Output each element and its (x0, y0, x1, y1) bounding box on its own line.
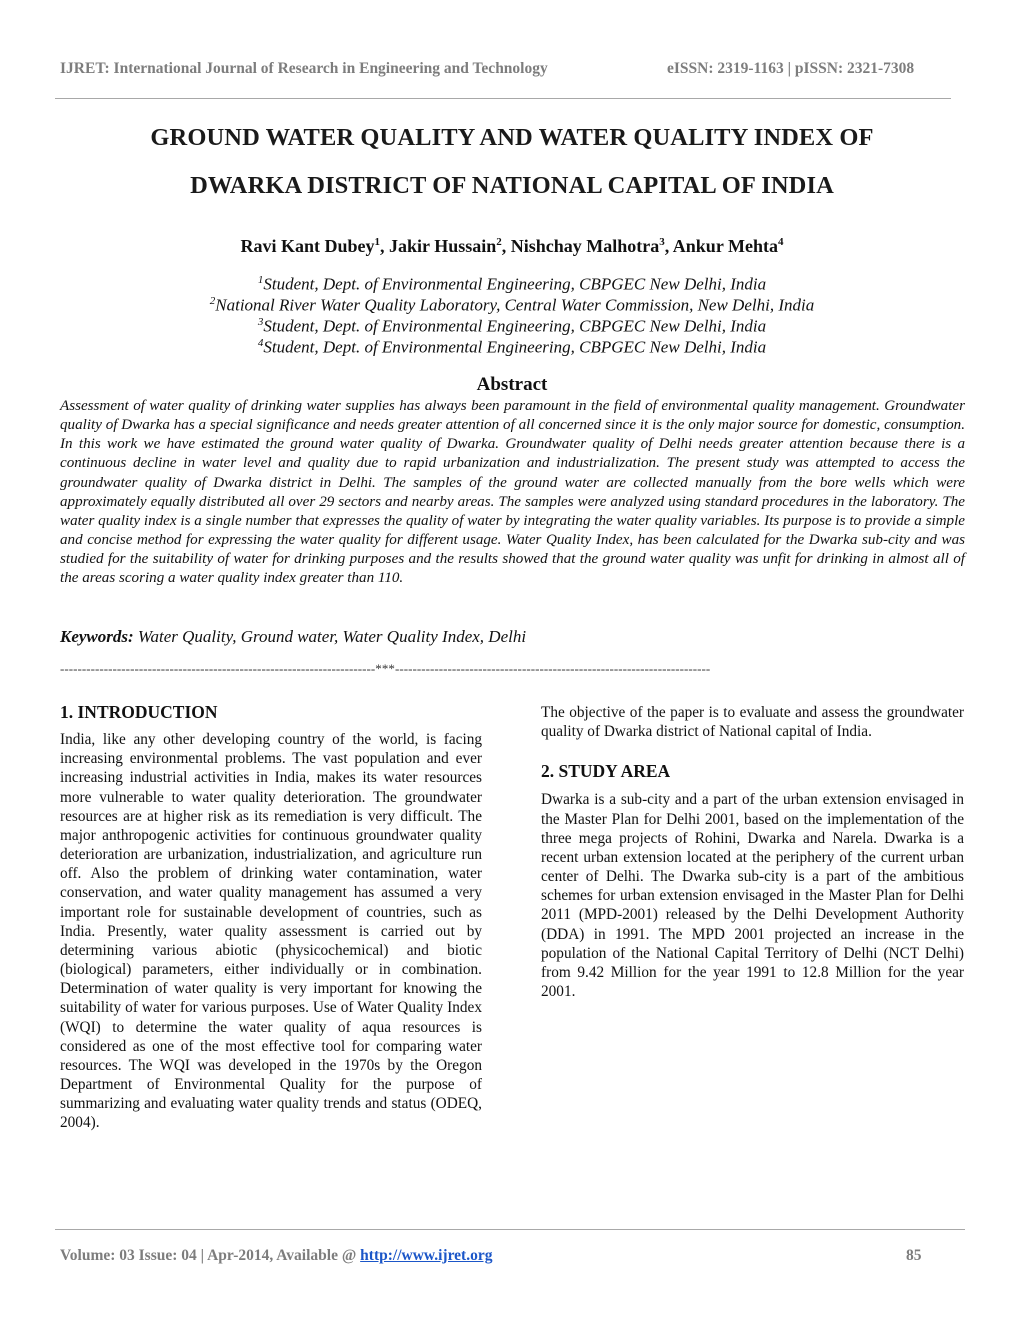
footer-volume (60, 1247, 492, 1265)
footer-rule (55, 1229, 965, 1230)
affiliation-text: National River Water Quality Laboratory, Central Water Commission, New Delhi, India (215, 295, 815, 315)
author-name: Ankur Mehta (672, 236, 778, 256)
footer-volume-text: Volume: 03 Issue: 04 | Apr-2014, Available @ (60, 1247, 361, 1264)
paper-title-line-1: GROUND WATER QUALITY AND WATER QUALITY INDEX OF (150, 124, 874, 151)
author-list (0, 236, 1024, 257)
author-mark: 3 (659, 236, 665, 248)
section-separator: ------------------------------------------------------------------------***------------------------------------------------------------------------ (60, 661, 711, 676)
affiliation-text: Student, Dept. of Environmental Engineering, CBPGEC New Delhi, India (263, 274, 767, 294)
keywords-label: Keywords: (60, 627, 134, 646)
journal-link[interactable]: http://www.ijret.org (360, 1247, 493, 1264)
paper-title-line-2: DWARKA DISTRICT OF NATIONAL CAPITAL OF INDIA (190, 172, 834, 199)
affiliation-mark: 1 (257, 274, 264, 286)
affiliation-mark: 4 (257, 337, 264, 349)
author-mark: 4 (777, 236, 784, 248)
author-separator: , (501, 236, 511, 256)
keywords (60, 627, 526, 647)
affiliation (0, 333, 1024, 358)
study-area-heading: 2. STUDY AREA (541, 761, 671, 782)
journal-name: IJRET: International Journal of Research in Engineering and Technology (60, 60, 548, 77)
keywords-text: Water Quality, Ground water, Water Quality Index, Delhi (133, 627, 527, 646)
study-area-body: Dwarka is a sub-city and a part of the urban extension envisaged in the Master Plan for Delhi 2001, based on the implementation of the three mega projects of Rohini, Dwarka and Narela. Dwarka is a recent urban extension located at the periphery of the current urban center of Delhi. The Dwarka sub-city is a part of the ambitious schemes for urban extension envisaged in the Master Plan for Delhi 2011 (MPD-2001) released by the Delhi Development Authority (DDA) in 1991. The MPD 2001 projected an increase in the population of the National Capital Territory of Delhi (NCT Delhi) from 9.42 Million for the year 1991 to 12.8 Million for the year 2001. (541, 791, 964, 1001)
abstract-heading: Abstract (476, 374, 548, 395)
author-name: Nishchay Malhotra (510, 236, 660, 256)
intro-heading: 1. INTRODUCTION (60, 702, 218, 722)
affiliation-text: Student, Dept. of Environmental Engineering, CBPGEC New Delhi, India (263, 337, 767, 357)
author-separator: , (380, 236, 390, 256)
affiliation-mark: 3 (257, 316, 264, 328)
objective-paragraph: The objective of the paper is to evaluate and assess the groundwater quality of Dwarka district of National capital of India. (541, 704, 964, 741)
author-mark: 2 (496, 236, 502, 248)
intro-column (60, 703, 482, 1132)
author-mark: 1 (374, 236, 381, 248)
author-separator: , (664, 236, 673, 256)
affiliation-mark: 2 (209, 295, 216, 307)
issn-numbers: eISSN: 2319-1163 | pISSN: 2321-7308 (667, 60, 915, 77)
page-number: 85 (906, 1247, 922, 1264)
abstract-body: Assessment of water quality of drinking water supplies has always been paramount in the field of environmental quality management. Groundwater quality of Dwarka has a special significance and needs greater attention of all concerned since it is the only major source for domestic, consumption. In this work we have estimated the ground water quality of Dwarka. Groundwater quality of Delhi needs greater attention because there is a continuous decline in water level and quality due to rapid urbanization and industrialization. The present study was attempted to access the groundwater quality of Dwarka district in Delhi. The samples of the ground water are collected manually from the bore wells which were approximately equally distributed all over 29 sectors and nearby areas. The samples were analyzed using standard procedures in the laboratory. The water quality index is a single number that expresses the quality of water by integrating the water quality variables. Its purpose is to provide a simple and concise method for expressing the water quality for different usage. Water Quality Index, has been calculated for the Dwarka sub-city and was studied for the suitability of water for drinking purposes and the results showed that the ground water quality was unfit for drinking in almost all of the areas scoring a water quality index greater than 110. (60, 398, 965, 587)
author-name: Jakir Hussain (389, 236, 497, 256)
header-rule (55, 98, 951, 99)
intro-body: India, like any other developing country of the world, is facing increasing environmental problems. The vast population and ever increasing industrial activities in India, makes its water resources more vulnerable to water quality deterioration. The groundwater resources are at higher risk as its remediation is very difficult. The major anthropogenic activities for continuous groundwater quality deterioration are urbanization, industrialization, and agriculture run off. Also the problem of drinking water contamination, water conservation, and water quality management has assumed a very important role for sustainable development of countries, such as India. Presently, water quality assessment is carried out by determining various abiotic (physicochemical) and biotic (biological) parameters, either individually or in combination. Determination of water quality is very important for knowing the suitability of water for various purposes. Use of Water Quality Index (WQI) to determine the water quality of aqua resources is considered as one of the most effective tool for comparing water resources. The WQI was developed in the 1970s by the Oregon Department of Environmental Quality for the purpose of summarizing and evaluating water quality trends and status (ODEQ, 2004). (60, 731, 482, 1132)
study-column (541, 703, 964, 1001)
author-name: Ravi Kant Dubey (240, 236, 375, 256)
affiliation-text: Student, Dept. of Environmental Engineering, CBPGEC New Delhi, India (263, 316, 767, 336)
